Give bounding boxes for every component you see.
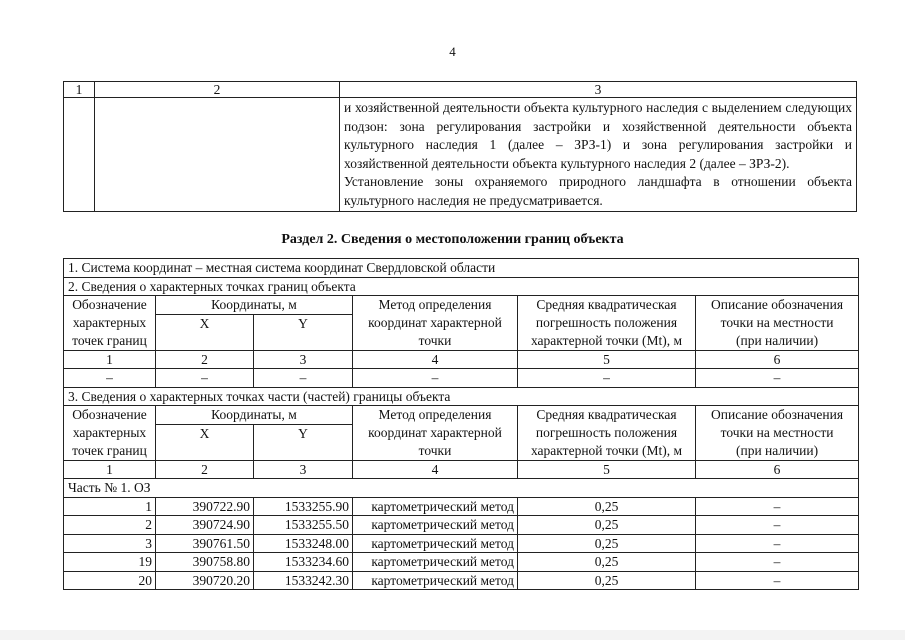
- description-header-3: (при наличии): [696, 332, 859, 350]
- zone-paragraph-2: Установление зоны охраняемого природного ландшафта в отношении объекта культурного наследия не предусматривается.: [344, 174, 852, 208]
- coordinate-system-text: 1. Система координат – местная система координат Свердловской области: [64, 259, 859, 278]
- designation-header-1: Обозначение: [64, 406, 156, 425]
- empty-data-row: [64, 369, 859, 388]
- dash-cell: –: [254, 369, 353, 388]
- point-description: –: [696, 571, 859, 590]
- description-header-1: Описание обозначения: [696, 406, 859, 425]
- point-id: 3: [64, 534, 156, 553]
- column-number: 4: [353, 350, 518, 369]
- point-x: 390724.90: [156, 516, 254, 535]
- x-header: X: [156, 424, 254, 442]
- designation-header-1: Обозначение: [64, 296, 156, 315]
- error-header-1: Средняя квадратическая: [518, 296, 696, 315]
- designation-header-2: характерных: [64, 314, 156, 332]
- x-header-spacer: [156, 442, 254, 460]
- point-error: 0,25: [518, 553, 696, 572]
- table-row: [64, 534, 859, 553]
- x-header-spacer: [156, 332, 254, 350]
- coords-header: Координаты, м: [156, 406, 353, 425]
- point-y: 1533255.90: [254, 497, 353, 516]
- method-header-1: Метод определения: [353, 296, 518, 315]
- coordinate-system-row: [64, 259, 859, 278]
- dash-cell: –: [518, 369, 696, 388]
- point-id: 2: [64, 516, 156, 535]
- column-number: 5: [518, 460, 696, 479]
- y-header: Y: [254, 314, 353, 332]
- point-id: 1: [64, 497, 156, 516]
- coords-header: Координаты, м: [156, 296, 353, 315]
- point-description: –: [696, 497, 859, 516]
- part-label: Часть № 1. ОЗ: [64, 479, 859, 498]
- coordinates-table: [63, 258, 859, 590]
- dash-cell: –: [696, 369, 859, 388]
- description-header-1: Описание обозначения: [696, 296, 859, 315]
- header-row-top: [64, 406, 859, 425]
- section2-title-row: [64, 277, 859, 296]
- column-number: 3: [254, 460, 353, 479]
- column-number: 4: [353, 460, 518, 479]
- continuation-table: [63, 81, 857, 212]
- part-label-row: [64, 479, 859, 498]
- table-row: [64, 553, 859, 572]
- column-number: 2: [156, 460, 254, 479]
- col-header-3: 3: [340, 82, 857, 98]
- description-header-2: точки на местности: [696, 314, 859, 332]
- zone-description: [340, 98, 857, 212]
- error-header-1: Средняя квадратическая: [518, 406, 696, 425]
- page-number: 4: [449, 44, 456, 59]
- point-y: 1533234.60: [254, 553, 353, 572]
- point-method: картометрический метод: [353, 497, 518, 516]
- y-header: Y: [254, 424, 353, 442]
- point-description: –: [696, 516, 859, 535]
- point-id: 20: [64, 571, 156, 590]
- point-method: картометрический метод: [353, 516, 518, 535]
- point-x: 390722.90: [156, 497, 254, 516]
- section2-title: 2. Сведения о характерных точках границ объекта: [64, 277, 859, 296]
- table-row: [64, 497, 859, 516]
- designation-header-2: характерных: [64, 424, 156, 442]
- y-header-spacer: [254, 332, 353, 350]
- description-header-2: точки на местности: [696, 424, 859, 442]
- table-row: [64, 571, 859, 590]
- empty-cell: [64, 98, 95, 212]
- point-error: 0,25: [518, 516, 696, 535]
- header-row-bottom: [64, 332, 859, 350]
- col-header-2: 2: [95, 82, 340, 98]
- designation-header-3: точек границ: [64, 442, 156, 460]
- point-error: 0,25: [518, 497, 696, 516]
- error-header-3: характерной точки (Mt), м: [518, 442, 696, 460]
- point-method: картометрический метод: [353, 534, 518, 553]
- point-x: 390720.20: [156, 571, 254, 590]
- section-title: Раздел 2. Сведения о местоположении границ объекта: [281, 232, 624, 247]
- point-y: 1533242.30: [254, 571, 353, 590]
- point-y: 1533255.50: [254, 516, 353, 535]
- method-header-2: координат характерной: [353, 424, 518, 442]
- zone-paragraph-1: и хозяйственной деятельности объекта культурного наследия с выделением следующих подзон: зона регулирования застройки и хозяйственной деятельности объекта культурного наследия 1 (далее – ЗРЗ-1) и зона регулирования застройки и хозяйственной деятельности объекта культурного наследия 2 (далее – ЗРЗ-2).: [344, 100, 852, 171]
- point-description: –: [696, 553, 859, 572]
- error-header-3: характерной точки (Mt), м: [518, 332, 696, 350]
- column-number: 1: [64, 460, 156, 479]
- error-header-2: погрешность положения: [518, 314, 696, 332]
- section3-title: 3. Сведения о характерных точках части (частей) границы объекта: [64, 387, 859, 406]
- method-header-2: координат характерной: [353, 314, 518, 332]
- column-number: 1: [64, 350, 156, 369]
- column-number: 5: [518, 350, 696, 369]
- designation-header-3: точек границ: [64, 332, 156, 350]
- dash-cell: –: [64, 369, 156, 388]
- column-number: 2: [156, 350, 254, 369]
- method-header-3: точки: [353, 332, 518, 350]
- point-method: картометрический метод: [353, 571, 518, 590]
- header-row-mid: [64, 424, 859, 442]
- point-description: –: [696, 534, 859, 553]
- x-header: X: [156, 314, 254, 332]
- header-row-top: [64, 296, 859, 315]
- column-number: 6: [696, 350, 859, 369]
- point-error: 0,25: [518, 534, 696, 553]
- point-x: 390758.80: [156, 553, 254, 572]
- point-error: 0,25: [518, 571, 696, 590]
- y-header-spacer: [254, 442, 353, 460]
- dash-cell: –: [353, 369, 518, 388]
- point-method: картометрический метод: [353, 553, 518, 572]
- point-y: 1533248.00: [254, 534, 353, 553]
- continuation-header-row: [64, 82, 857, 98]
- column-number-row: [64, 460, 859, 479]
- method-header-1: Метод определения: [353, 406, 518, 425]
- dash-cell: –: [156, 369, 254, 388]
- method-header-3: точки: [353, 442, 518, 460]
- column-number: 3: [254, 350, 353, 369]
- empty-cell: [95, 98, 340, 212]
- point-id: 19: [64, 553, 156, 572]
- error-header-2: погрешность положения: [518, 424, 696, 442]
- column-number-row: [64, 350, 859, 369]
- header-row-mid: [64, 314, 859, 332]
- section3-title-row: [64, 387, 859, 406]
- column-number: 6: [696, 460, 859, 479]
- header-row-bottom: [64, 442, 859, 460]
- description-header-3: (при наличии): [696, 442, 859, 460]
- continuation-body-row: [64, 98, 857, 212]
- table-row: [64, 516, 859, 535]
- col-header-1: 1: [64, 82, 95, 98]
- point-x: 390761.50: [156, 534, 254, 553]
- page-bottom-edge: [0, 630, 905, 640]
